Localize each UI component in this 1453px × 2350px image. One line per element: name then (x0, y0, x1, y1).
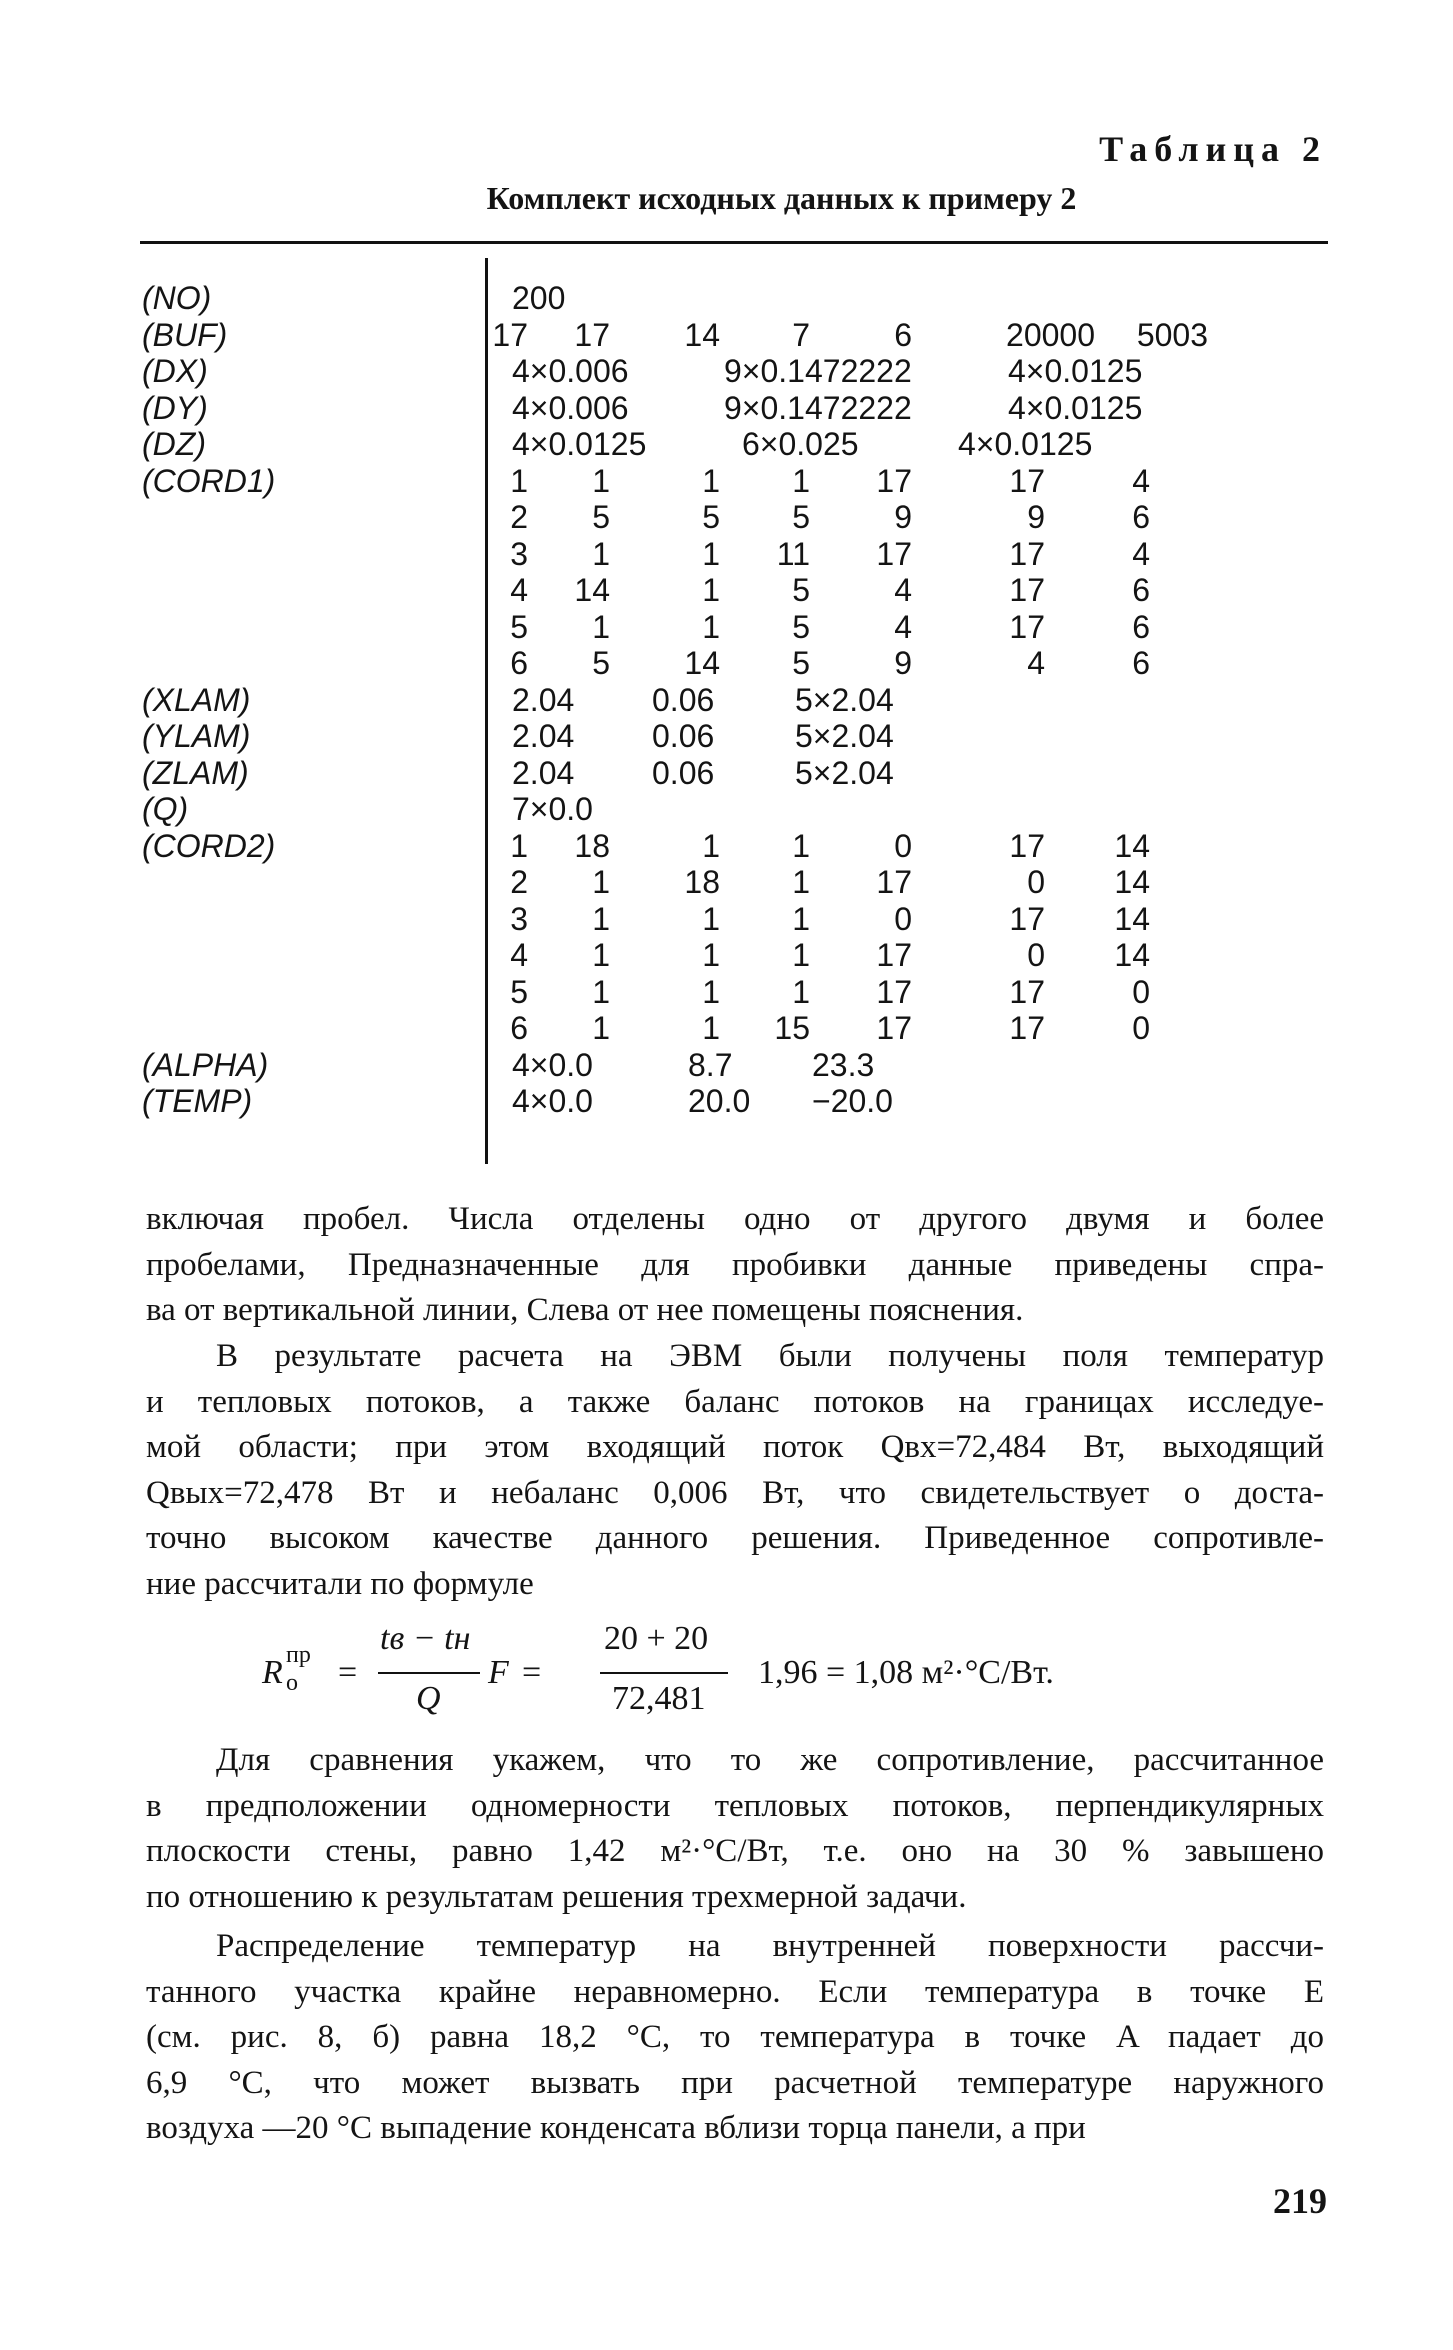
text-line: Qвых=72,478 Вт и небаланс 0,006 Вт, что свидетельствует о доста- (146, 1474, 1324, 1511)
table-cell: 15 (774, 1010, 810, 1046)
table-cell: 1 (792, 900, 810, 937)
formula-frac-bar-1 (378, 1672, 480, 1674)
table-cell: 1 (702, 535, 720, 572)
table-row-label: (DZ) (142, 426, 206, 462)
table-cell: 9×0.1472222 (724, 389, 912, 426)
table-cell: 4×0.0125 (512, 426, 647, 462)
page-number: 219 (1273, 2181, 1327, 2221)
table-cell: 1 (792, 973, 810, 1010)
formula-den2: 72,481 (612, 1680, 706, 1717)
paragraph-3 (146, 1738, 1324, 1920)
table-row-label: (TEMP) (142, 1083, 253, 1119)
table-cell: 4 (1132, 462, 1150, 499)
formula-lhs-sup: пр (286, 1642, 311, 1668)
text-line: плоскости стены, равно 1,42 м²·°С/Вт, т.е. оно на 30 % завышено (146, 1833, 1324, 1869)
table-cell: 14 (1114, 827, 1150, 864)
table-cell: 9×0.1472222 (724, 353, 912, 389)
formula-num1: tв − tн (380, 1620, 471, 1657)
table-cell: 6 (1132, 572, 1150, 608)
table-cell: 1 (702, 973, 720, 1010)
table-cell: 1 (702, 462, 720, 499)
table-cell: 1 (702, 1010, 720, 1046)
table-cell: 4 (510, 572, 528, 608)
table-row-label: (Q) (142, 791, 189, 827)
table-cell: 0 (1027, 864, 1045, 900)
formula-frac-bar-2 (600, 1672, 728, 1674)
table-cell: 0.06 (652, 718, 715, 754)
table-cell: 4 (894, 608, 912, 645)
table-cell: 14 (684, 645, 720, 681)
table-cell: 20000 (1006, 316, 1095, 353)
table-cell: 3 (510, 900, 528, 937)
table-cell: 14 (574, 572, 610, 608)
table-cell: 0 (894, 900, 912, 937)
table-cell: 5×2.04 (795, 718, 894, 754)
formula-eq1: = (338, 1654, 358, 1691)
table-cell: 5 (592, 499, 610, 535)
resistance-formula (262, 1620, 1262, 1740)
table-cell: 5 (702, 499, 720, 535)
table-cell: 4×0.0 (512, 1046, 593, 1083)
table-cell: 0 (1132, 973, 1150, 1010)
table-cell: 18 (684, 864, 720, 900)
table-cell: 17 (1009, 462, 1045, 499)
table-cell: 5 (792, 608, 810, 645)
table-cell: 8.7 (688, 1046, 733, 1083)
formula-factor: F (488, 1654, 509, 1691)
table-cell: 0 (1027, 937, 1045, 973)
paragraph-1 (146, 1197, 1324, 1334)
table-row-label: (CORD2) (142, 827, 276, 864)
table-cell: 7×0.0 (512, 791, 593, 827)
table-cell: 5×2.04 (795, 754, 894, 791)
table-cell: 4 (894, 572, 912, 608)
text-line: танного участка крайне неравномерно. Если температура в точке E (146, 1973, 1324, 2010)
table-cell: 6 (894, 316, 912, 353)
table-cell: 9 (1027, 499, 1045, 535)
table-cell: 7 (792, 316, 810, 353)
text-line: ние рассчитали по формуле (146, 1565, 534, 1602)
table-cell: 4×0.006 (512, 353, 629, 389)
formula-lhs: R (262, 1654, 283, 1691)
text-line: по отношению к результатам решения трехмерной задачи. (146, 1878, 967, 1915)
table-cell: 1 (510, 827, 528, 864)
table-cell: 0 (1132, 1010, 1150, 1046)
table-cell: 17 (1009, 973, 1045, 1010)
table-cell: 0.06 (652, 681, 715, 718)
table-cell: 1 (510, 462, 528, 499)
table-cell: 0 (894, 827, 912, 864)
table-cell: 1 (792, 462, 810, 499)
text-line: включая пробел. Числа отделены одно от другого двумя и более (146, 1201, 1324, 1237)
text-line: В результате расчета на ЭВМ были получены поля температур (216, 1338, 1324, 1374)
text-line: мой области; при этом входящий поток Qвх=72,484 Вт, выходящий (146, 1429, 1324, 1465)
table-cell: 6 (510, 645, 528, 681)
table-cell: 6×0.025 (742, 426, 859, 462)
table-cell: 6 (1132, 499, 1150, 535)
table-cell: 0.06 (652, 754, 715, 791)
table-cell: −20.0 (812, 1083, 893, 1119)
text-line: Распределение температур на внутренней поверхности рассчи- (216, 1928, 1324, 1964)
table-cell: 1 (592, 864, 610, 900)
table-cell: 2 (510, 499, 528, 535)
table-cell: 1 (702, 827, 720, 864)
table-cell: 1 (702, 572, 720, 608)
table-cell: 11 (776, 535, 810, 572)
text-line: точно высоком качестве данного решения. Приведенное сопротивле- (146, 1520, 1324, 1556)
table-cell: 17 (1009, 572, 1045, 608)
table-cell: 1 (592, 973, 610, 1010)
table-cell: 14 (1114, 864, 1150, 900)
table-cell: 1 (592, 535, 610, 572)
table-row-label: (XLAM) (142, 681, 251, 718)
table-cell: 17 (876, 462, 912, 499)
table-title: Комплект исходных данных к примеру 2 (486, 180, 1077, 216)
table-cell: 17 (1009, 608, 1045, 645)
table-cell: 4×0.006 (512, 389, 629, 426)
formula-tail: 1,96 = 1,08 м²·°С/Вт. (758, 1654, 1054, 1691)
text-line: в предположении одномерности тепловых потоков, перпендикулярных (146, 1787, 1324, 1824)
table-cell: 4 (510, 937, 528, 973)
table-cell: 5 (510, 608, 528, 645)
table-cell: 5 (792, 645, 810, 681)
table-cell: 5×2.04 (795, 681, 894, 718)
table-cell: 4×0.0125 (1008, 389, 1143, 426)
table-cell: 2 (510, 864, 528, 900)
table-cell: 1 (792, 827, 810, 864)
table-cell: 17 (1009, 535, 1045, 572)
table-row-label: (DX) (142, 353, 208, 389)
paragraph-4 (146, 1924, 1324, 2152)
table-row-label: (DY) (142, 389, 208, 426)
table-row-label: (ZLAM) (142, 754, 249, 791)
table-cell: 2.04 (512, 754, 575, 791)
formula-eq2: = (522, 1654, 542, 1691)
table-cell: 14 (1114, 937, 1150, 973)
table-cell: 17 (876, 535, 912, 572)
table-cell: 17 (574, 316, 610, 353)
formula-den1: Q (416, 1680, 441, 1717)
table-cell: 14 (1114, 900, 1150, 937)
table-cell: 4 (1027, 645, 1045, 681)
table-cell: 2.04 (512, 681, 575, 718)
table-cell: 4×0.0125 (1008, 353, 1143, 389)
text-line: 6,9 °С, что может вызвать при расчетной температуре наружного (146, 2064, 1324, 2101)
table-label: Таблица 2 (1099, 129, 1327, 169)
text-line: пробелами, Предназначенные для пробивки данные приведены спра- (146, 1246, 1324, 1283)
table-cell: 3 (510, 535, 528, 572)
table-cell: 6 (510, 1010, 528, 1046)
text-line: и тепловых потоков, а также баланс потоков на границах исследуе- (146, 1383, 1324, 1420)
table-row-label: (NO) (142, 280, 212, 316)
formula-lhs-sub: о (286, 1670, 298, 1696)
text-line: воздуха —20 °С выпадение конденсата вблизи торца панели, а при (146, 2110, 1086, 2146)
table-row-label: (YLAM) (142, 718, 251, 754)
table-cell: 4×0.0 (512, 1083, 593, 1119)
table-row-label: (ALPHA) (142, 1046, 269, 1083)
table-cell: 1 (592, 608, 610, 645)
formula-num2: 20 + 20 (604, 1620, 709, 1657)
table-cell: 5 (792, 572, 810, 608)
table-cell: 1 (592, 900, 610, 937)
table-cell: 1 (792, 864, 810, 900)
table-cell: 6 (1132, 608, 1150, 645)
paragraph-2 (146, 1334, 1324, 1607)
table-cell: 5 (792, 499, 810, 535)
table-cell: 18 (574, 827, 610, 864)
text-line: ва от вертикальной линии, Слева от нее помещены пояснения. (146, 1292, 1024, 1328)
table-cell: 1 (592, 937, 610, 973)
table-row-label: (CORD1) (142, 462, 276, 499)
table-cell: 1 (592, 462, 610, 499)
table-cell: 4×0.0125 (958, 426, 1093, 462)
table-top-rule (140, 241, 1328, 244)
table-cell: 1 (792, 937, 810, 973)
text-line: (см. рис. 8, б) равна 18,2 °С, то температура в точке A падает до (146, 2019, 1324, 2055)
table-cell: 17 (1009, 827, 1045, 864)
table-cell: 5 (592, 645, 610, 681)
table-cell: 17 (876, 1010, 912, 1046)
table-cell: 20.0 (688, 1083, 751, 1119)
table-cell: 5 (510, 973, 528, 1010)
table-cell: 1 (702, 900, 720, 937)
table-cell: 4 (1132, 535, 1150, 572)
table-cell: 2.04 (512, 718, 575, 754)
table-cell: 17 (876, 864, 912, 900)
table-cell: 17 (1009, 900, 1045, 937)
table-cell: 1 (702, 608, 720, 645)
table-cell: 200 (512, 280, 566, 316)
table-cell: 14 (684, 316, 720, 353)
text-line: Для сравнения укажем, что то же сопротивление, рассчитанное (216, 1742, 1324, 1778)
table-row-label: (BUF) (142, 316, 228, 353)
table-cell: 23.3 (812, 1046, 875, 1083)
table-cell: 9 (894, 645, 912, 681)
table-cell: 5003 (1136, 316, 1208, 353)
table-cell: 1 (702, 937, 720, 973)
table-cell: 17 (876, 937, 912, 973)
table-cell: 17 (1009, 1010, 1045, 1046)
table-cell: 6 (1132, 645, 1150, 681)
table-cell: 17 (492, 316, 528, 353)
table-cell: 17 (876, 973, 912, 1010)
table-cell: 9 (894, 499, 912, 535)
table-cell: 1 (592, 1010, 610, 1046)
